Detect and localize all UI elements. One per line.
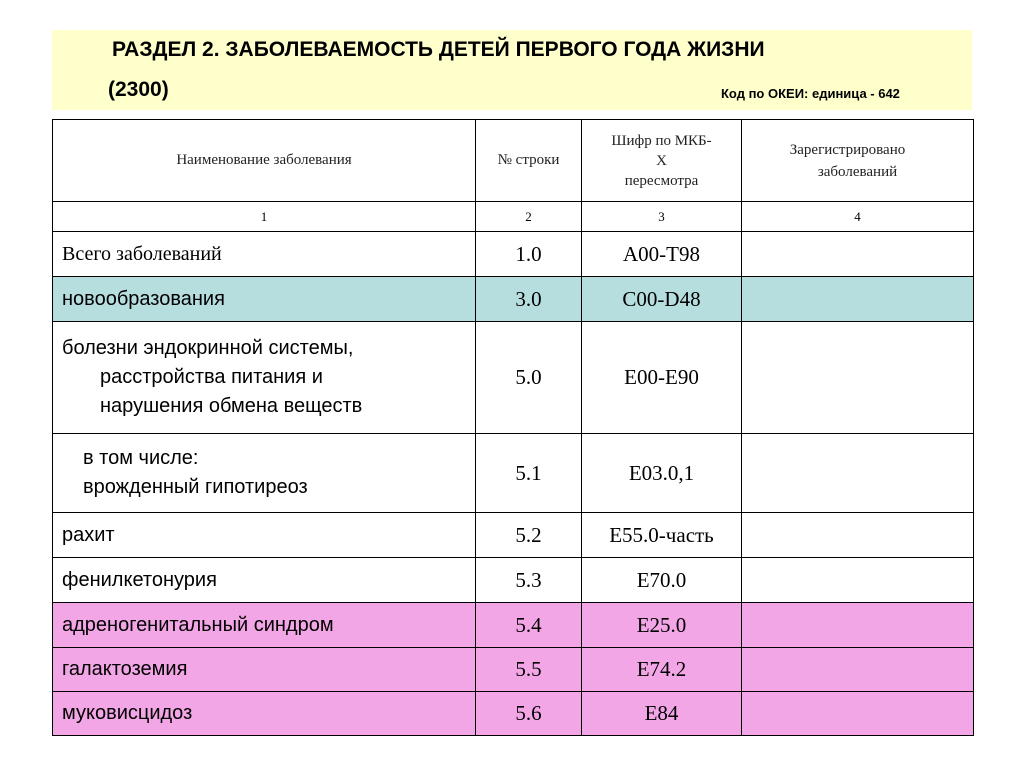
disease-name: галактоземия <box>53 648 476 692</box>
column-number-row <box>53 202 974 232</box>
icd-code: Е70.0 <box>582 558 742 603</box>
disease-name: рахит <box>53 513 476 558</box>
column-header <box>582 120 742 202</box>
table-header-row <box>53 120 974 202</box>
disease-name: Всего заболеваний <box>53 232 476 277</box>
section-code: (2300) <box>108 78 169 101</box>
column-header-line: Шифр по МКБ- <box>611 132 712 149</box>
disease-name: фенилкетонурия <box>53 558 476 603</box>
row-number: 5.0 <box>476 322 582 434</box>
table-row <box>53 322 974 434</box>
registered-count <box>742 434 974 513</box>
table-row <box>53 558 974 603</box>
registered-count <box>742 558 974 603</box>
column-number: 3 <box>582 202 742 232</box>
registered-count <box>742 232 974 277</box>
registered-count <box>742 513 974 558</box>
table-row <box>53 692 974 736</box>
table-row <box>53 434 974 513</box>
disease-name-line: нарушения обмена веществ <box>100 395 363 417</box>
row-number: 5.3 <box>476 558 582 603</box>
disease-name: адреногенитальный синдром <box>53 603 476 648</box>
row-number: 3.0 <box>476 277 582 322</box>
table-row <box>53 603 974 648</box>
registered-count <box>742 648 974 692</box>
column-header-line: пересмотра <box>624 172 699 189</box>
icd-code: Е03.0,1 <box>582 434 742 513</box>
column-header <box>742 120 974 202</box>
disease-name: муковисцидоз <box>53 692 476 736</box>
registered-count <box>742 603 974 648</box>
row-number: 5.5 <box>476 648 582 692</box>
row-number: 5.2 <box>476 513 582 558</box>
icd-code: Е00-Е90 <box>582 322 742 434</box>
disease-name-line: в том числе: <box>83 447 199 469</box>
disease-name: новообразования <box>53 277 476 322</box>
column-number: 2 <box>476 202 582 232</box>
morbidity-table <box>52 119 974 736</box>
registered-count <box>742 322 974 434</box>
table-row <box>53 513 974 558</box>
registered-count <box>742 692 974 736</box>
column-header: № строки <box>476 120 582 202</box>
column-number: 4 <box>742 202 974 232</box>
column-header-line: Зарегистрировано <box>789 141 906 158</box>
registered-count <box>742 277 974 322</box>
icd-code: Е74.2 <box>582 648 742 692</box>
icd-code: Е25.0 <box>582 603 742 648</box>
section-title: РАЗДЕЛ 2. ЗАБОЛЕВАЕМОСТЬ ДЕТЕЙ ПЕРВОГО ГОДА ЖИЗНИ <box>112 38 765 61</box>
icd-code: Е55.0-часть <box>582 513 742 558</box>
disease-name-line: расстройства питания и <box>100 366 323 388</box>
table-row <box>53 277 974 322</box>
disease-name <box>53 322 476 434</box>
row-number: 5.6 <box>476 692 582 736</box>
column-header-line: заболеваний <box>817 163 898 180</box>
icd-code: Е84 <box>582 692 742 736</box>
table-row <box>53 232 974 277</box>
column-number: 1 <box>53 202 476 232</box>
column-header-line: Х <box>656 152 667 169</box>
disease-name <box>53 434 476 513</box>
row-number: 1.0 <box>476 232 582 277</box>
icd-code: А00-Т98 <box>582 232 742 277</box>
disease-name-line: врожденный гипотиреоз <box>83 476 308 498</box>
okei-code: Код по ОКЕИ: единица - 642 <box>721 86 900 101</box>
icd-code: С00-D48 <box>582 277 742 322</box>
disease-name-line: болезни эндокринной системы, <box>62 337 354 359</box>
row-number: 5.4 <box>476 603 582 648</box>
table-row <box>53 648 974 692</box>
column-header: Наименование заболевания <box>53 120 476 202</box>
section-header <box>52 30 972 110</box>
row-number: 5.1 <box>476 434 582 513</box>
